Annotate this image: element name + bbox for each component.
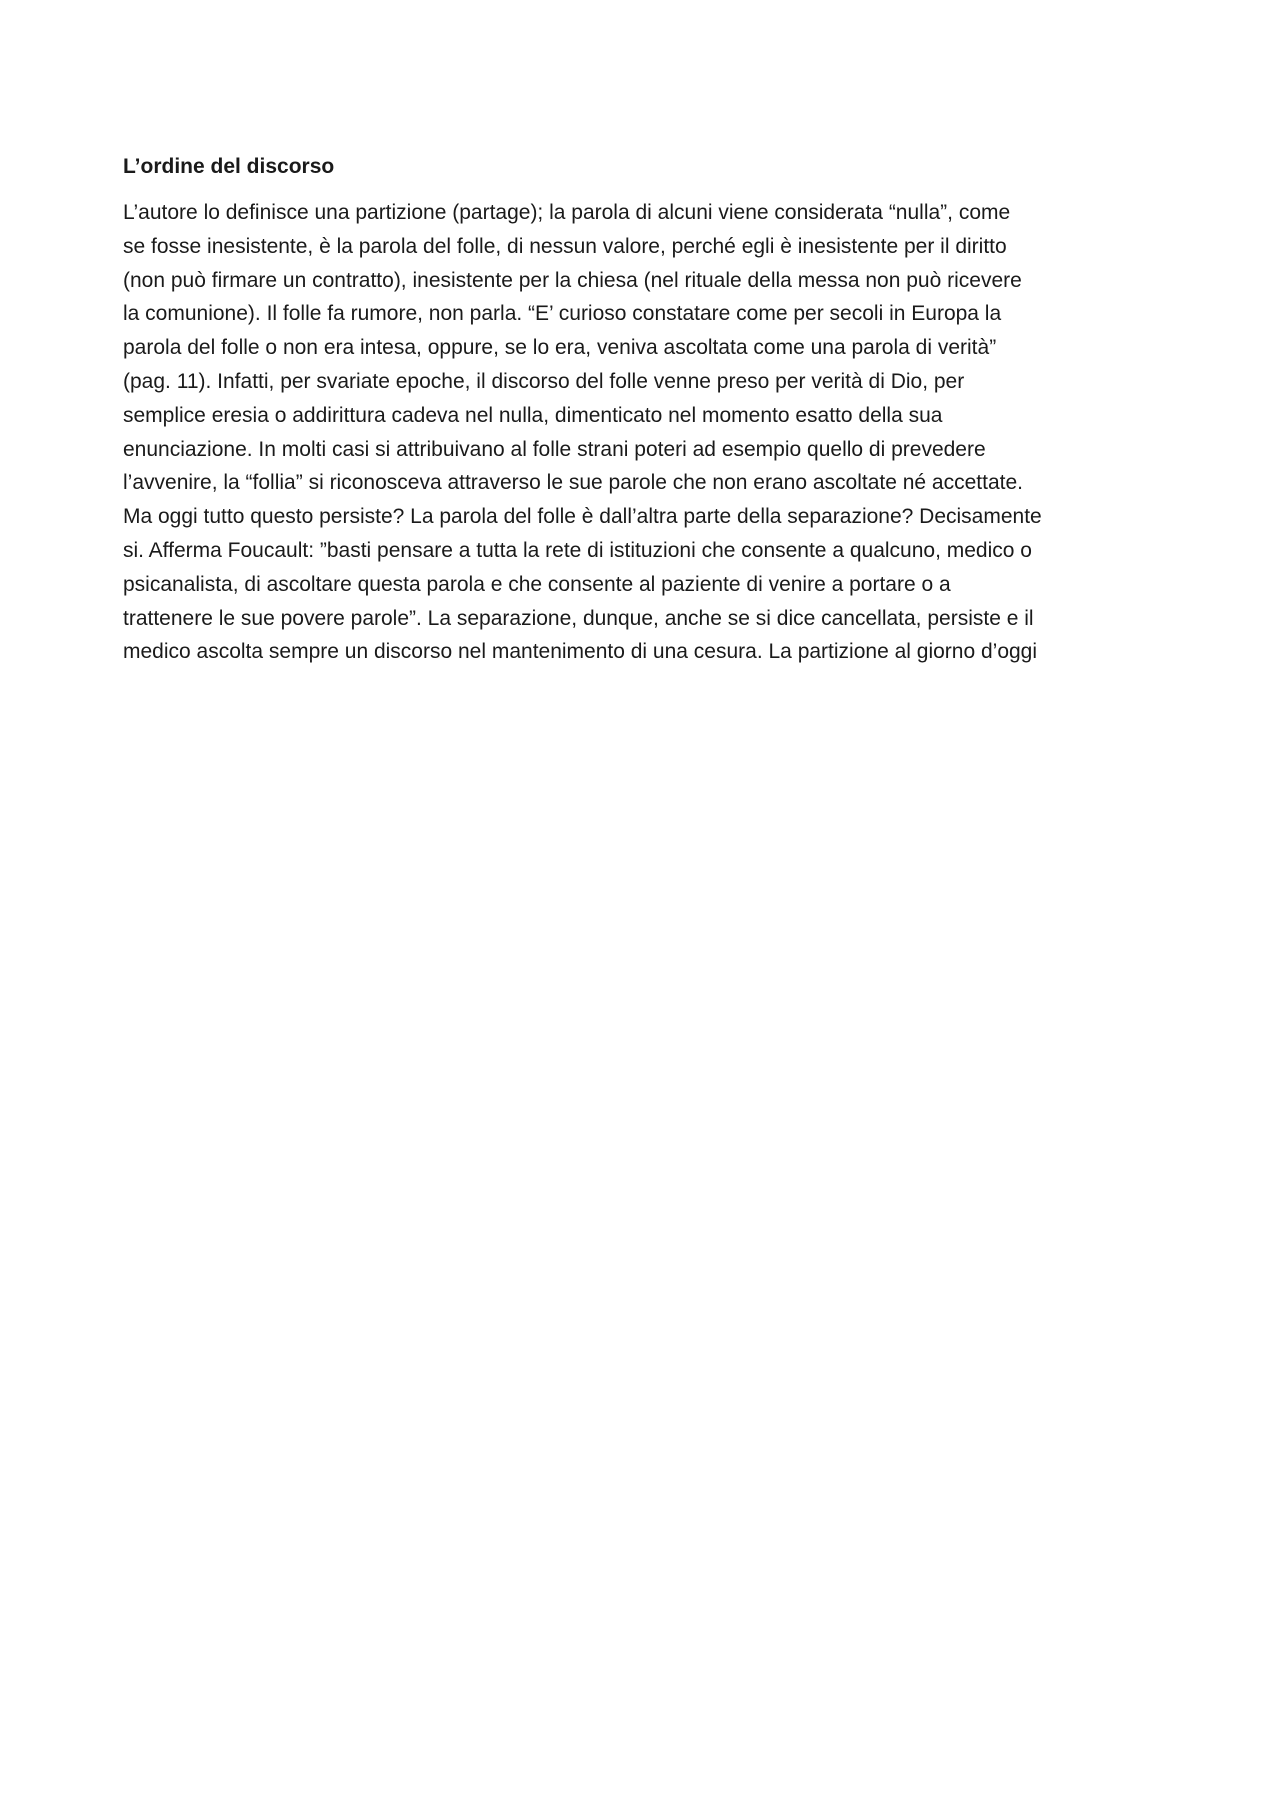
document-paragraph [123, 196, 1168, 669]
text-line: parola del folle o non era intesa, oppure, se lo era, veniva ascoltata come una parola di verità” [123, 336, 997, 360]
text-line: (non può firmare un contratto), inesistente per la chiesa (nel rituale della messa non può ricevere [123, 268, 1022, 292]
text-line: psicanalista, di ascoltare questa parola e che consente al paziente di venire a portare o a [123, 572, 951, 596]
document-title: L’ordine del discorso [123, 155, 335, 178]
text-line: medico ascolta sempre un discorso nel mantenimento di una cesura. La partizione al giorno d’oggi [123, 640, 1038, 664]
text-line: l’avvenire, la “follia” si riconosceva attraverso le sue parole che non erano ascoltate né accettate. [123, 471, 1023, 495]
text-line: la comunione). Il folle fa rumore, non parla. “E’ curioso constatare come per secoli in Europa la [123, 302, 1002, 326]
text-line: L’autore lo definisce una partizione (partage); la parola di alcuni viene considerata “nulla”, come [123, 201, 1011, 224]
text-line: se fosse inesistente, è la parola del folle, di nessun valore, perché egli è inesistente per il diritto [123, 234, 1007, 258]
text-line: trattenere le sue povere parole”. La separazione, dunque, anche se si dice cancellata, persiste e il [123, 606, 1034, 630]
document-content [123, 154, 1168, 669]
text-line: enunciazione. In molti casi si attribuivano al folle strani poteri ad esempio quello di prevedere [123, 437, 986, 461]
text-line: (pag. 11). Infatti, per svariate epoche, il discorso del folle venne preso per verità di Dio, per [123, 369, 965, 393]
text-line: semplice eresia o addirittura cadeva nel nulla, dimenticato nel momento esatto della sua [123, 403, 943, 427]
text-line: si. Afferma Foucault: ”basti pensare a tutta la rete di istituzioni che consente a qualcuno, medico o [123, 538, 1032, 562]
text-line: Ma oggi tutto questo persiste? La parola del folle è dall’altra parte della separazione? Decisamente [123, 505, 1042, 529]
